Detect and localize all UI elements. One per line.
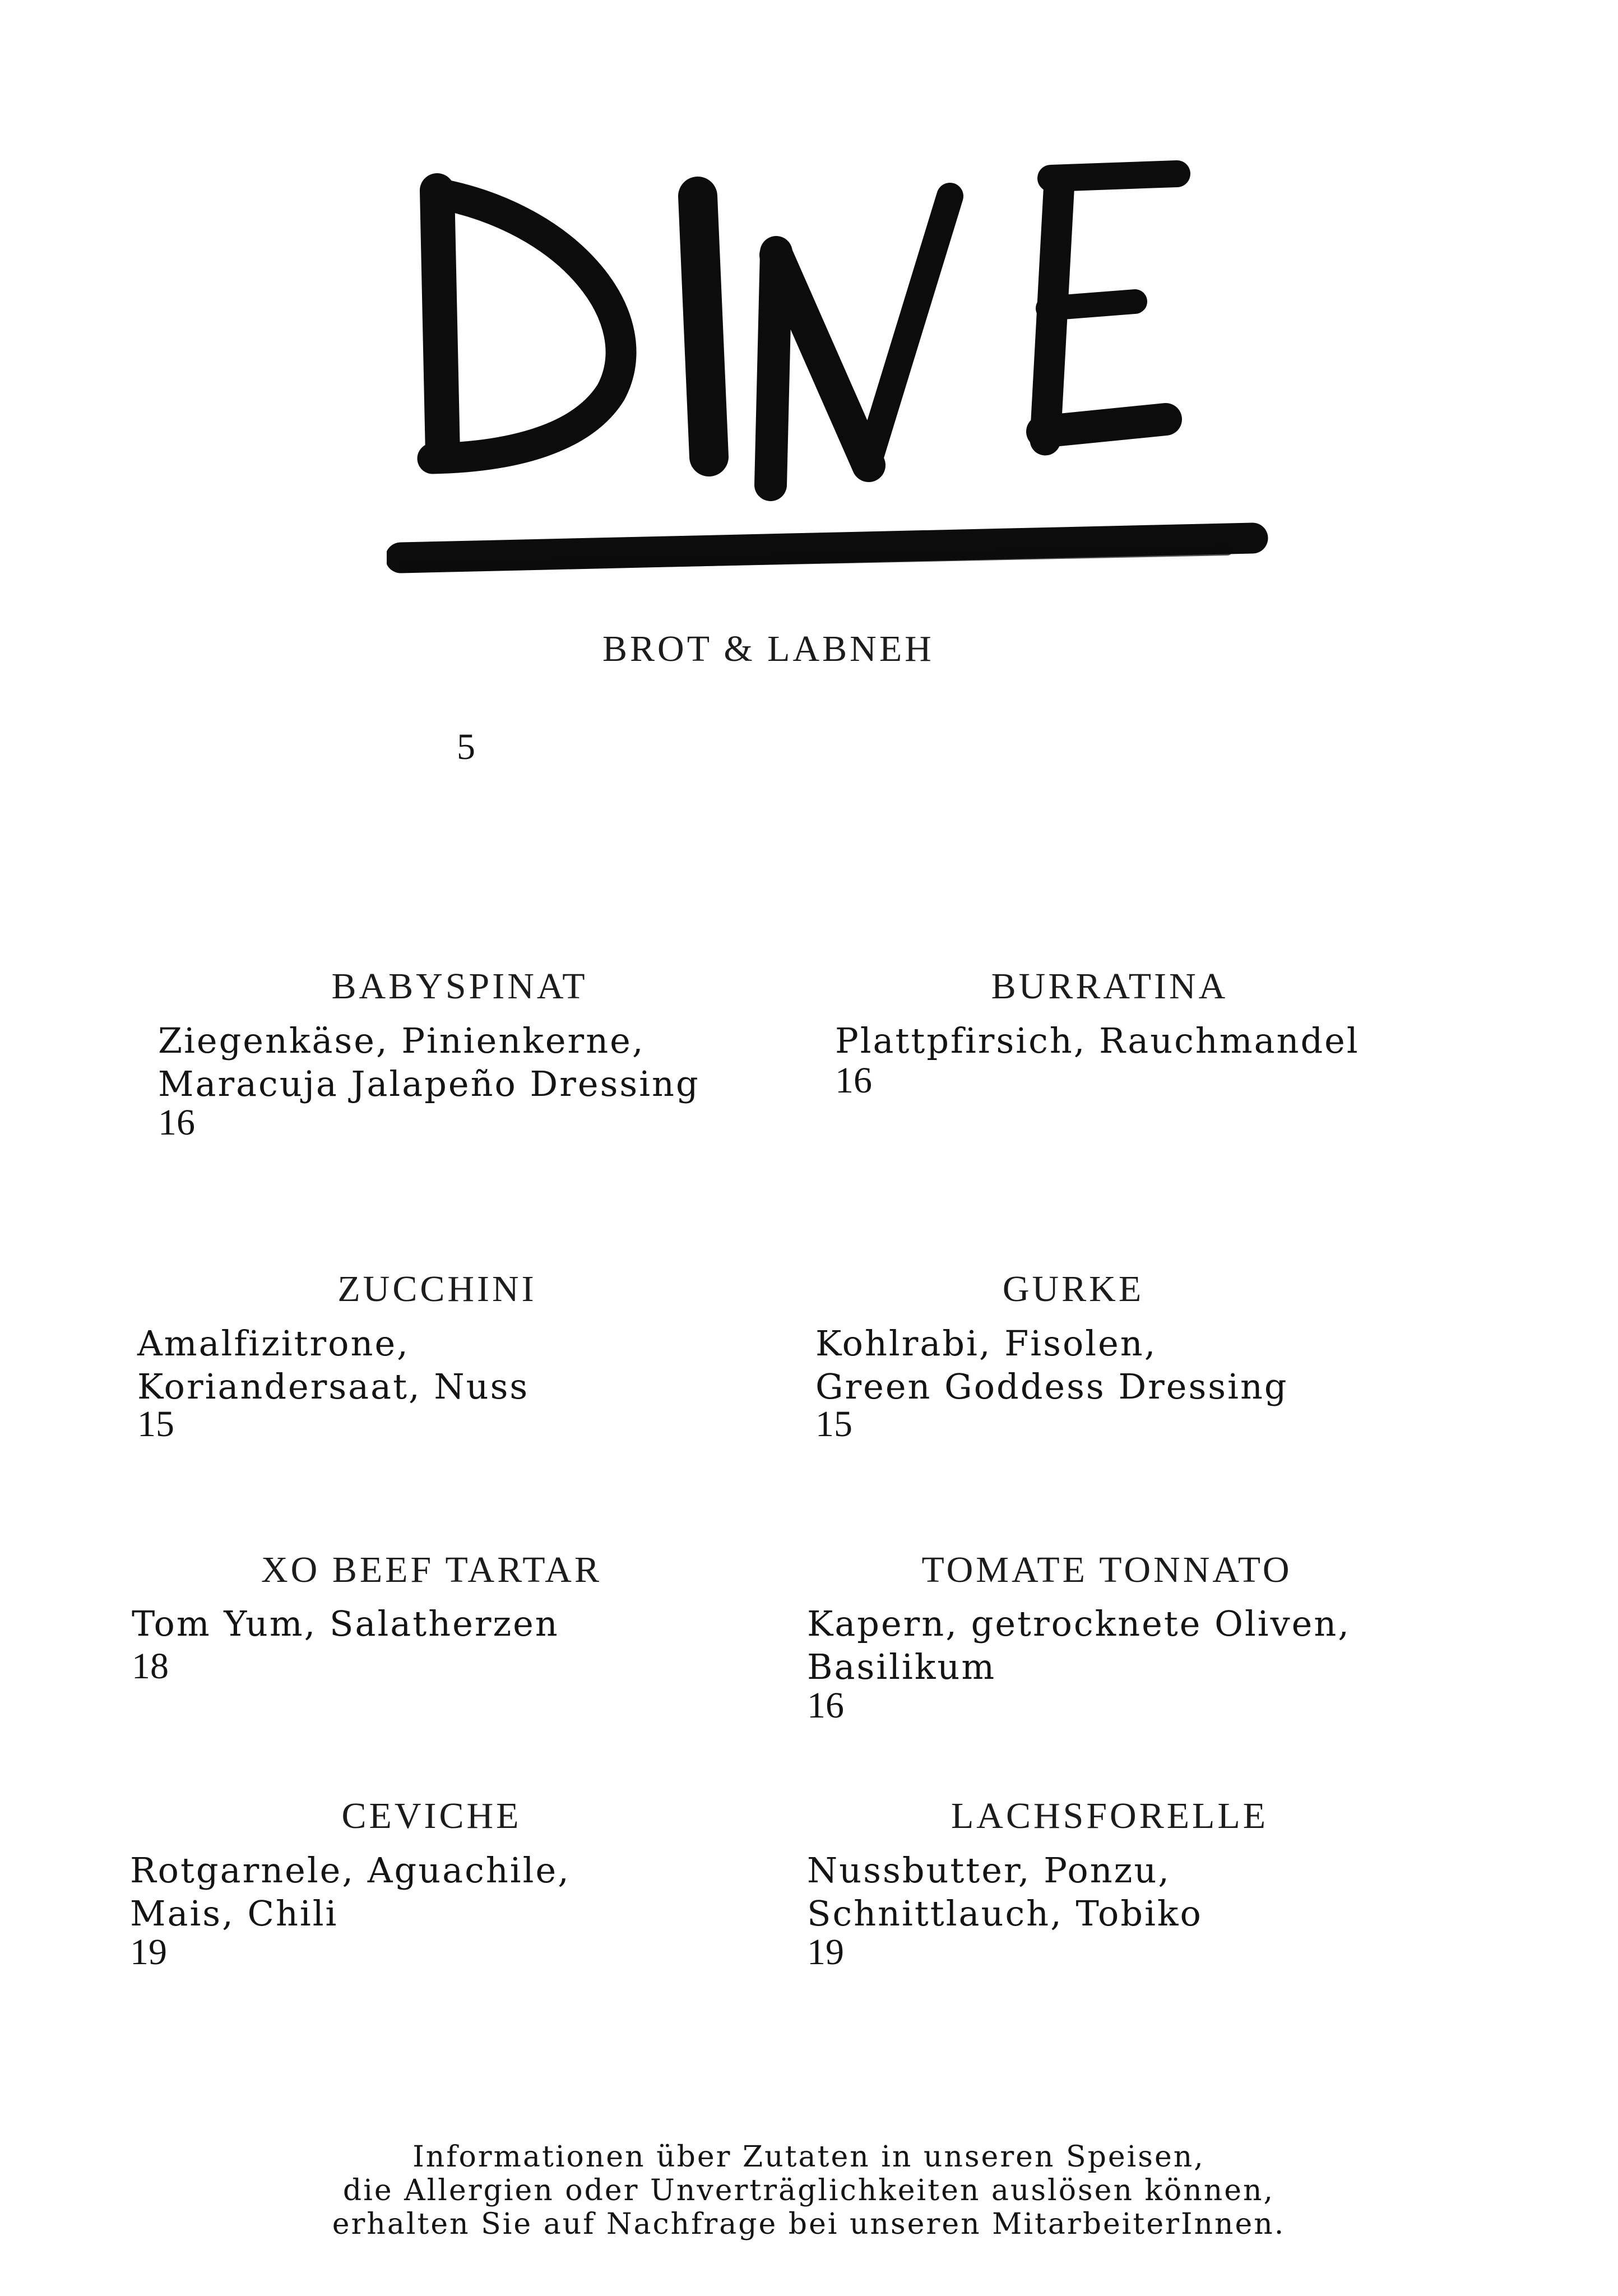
logo-letter-e-bottom (1042, 419, 1166, 432)
item-title-burratina: BURRATINA (991, 966, 1228, 1007)
item-price-burratina: 16 (835, 1060, 872, 1101)
item-description-burratina: Plattpfirsich, Rauchmandel (835, 1020, 1360, 1061)
item-title-ceviche: CEVICHE (341, 1795, 522, 1836)
item-title-gurke: GURKE (1002, 1269, 1144, 1309)
logo-letter-d-bowl (433, 193, 621, 459)
logo-letter-e-mid (1048, 302, 1135, 308)
logo-letter-n-diag (776, 255, 869, 465)
allergen-notice-line: erhalten Sie auf Nachfrage bei unseren MitarbeiterInnen. (332, 2207, 1286, 2241)
item-description-tomate-tonnato: Kapern, getrocknete Oliven, Basilikum (807, 1603, 1351, 1687)
item-price-brot-labneh: 5 (457, 726, 475, 767)
allergen-notice (248, 2140, 1369, 2241)
dine-logo (387, 151, 1283, 583)
item-price-ceviche: 19 (130, 1932, 167, 1973)
item-title-xo-beef-tartar: XO BEEF TARTAR (261, 1549, 602, 1590)
logo-letter-i (698, 196, 709, 457)
item-price-xo-beef-tartar: 18 (132, 1646, 169, 1687)
item-title-tomate-tonnato: TOMATE TONNATO (921, 1549, 1292, 1590)
item-description-gurke: Kohlrabi, Fisolen, Green Goddess Dressing (815, 1323, 1288, 1407)
logo-letter-e-top (1051, 174, 1177, 178)
item-price-zucchini: 15 (137, 1404, 174, 1445)
item-price-babyspinat: 16 (158, 1102, 195, 1143)
item-title-babyspinat: BABYSPINAT (331, 966, 588, 1007)
item-price-lachsforelle: 19 (807, 1932, 844, 1973)
logo-letter-d-stem (437, 191, 443, 454)
item-description-xo-beef-tartar: Tom Yum, Salatherzen (132, 1603, 559, 1644)
item-title-brot-labneh: BROT & LABNEH (602, 628, 934, 669)
item-title-zucchini: ZUCCHINI (337, 1269, 537, 1309)
item-description-ceviche: Rotgarnele, Aguachile, Mais, Chili (130, 1850, 571, 1934)
item-title-lachsforelle: LACHSFORELLE (951, 1795, 1269, 1836)
item-description-zucchini: Amalfizitrone, Koriandersaat, Nuss (137, 1323, 530, 1407)
item-price-gurke: 15 (815, 1404, 852, 1445)
allergen-notice-line: die Allergien oder Unverträglichkeiten auslösen können, (342, 2174, 1275, 2207)
item-description-babyspinat: Ziegenkäse, Pinienkerne, Maracuja Jalapeño Dressing (158, 1020, 700, 1104)
item-description-lachsforelle: Nussbutter, Ponzu, Schnittlauch, Tobiko (807, 1850, 1203, 1934)
item-price-tomate-tonnato: 16 (807, 1685, 844, 1726)
allergen-notice-line: Informationen über Zutaten in unseren Speisen, (412, 2140, 1205, 2174)
